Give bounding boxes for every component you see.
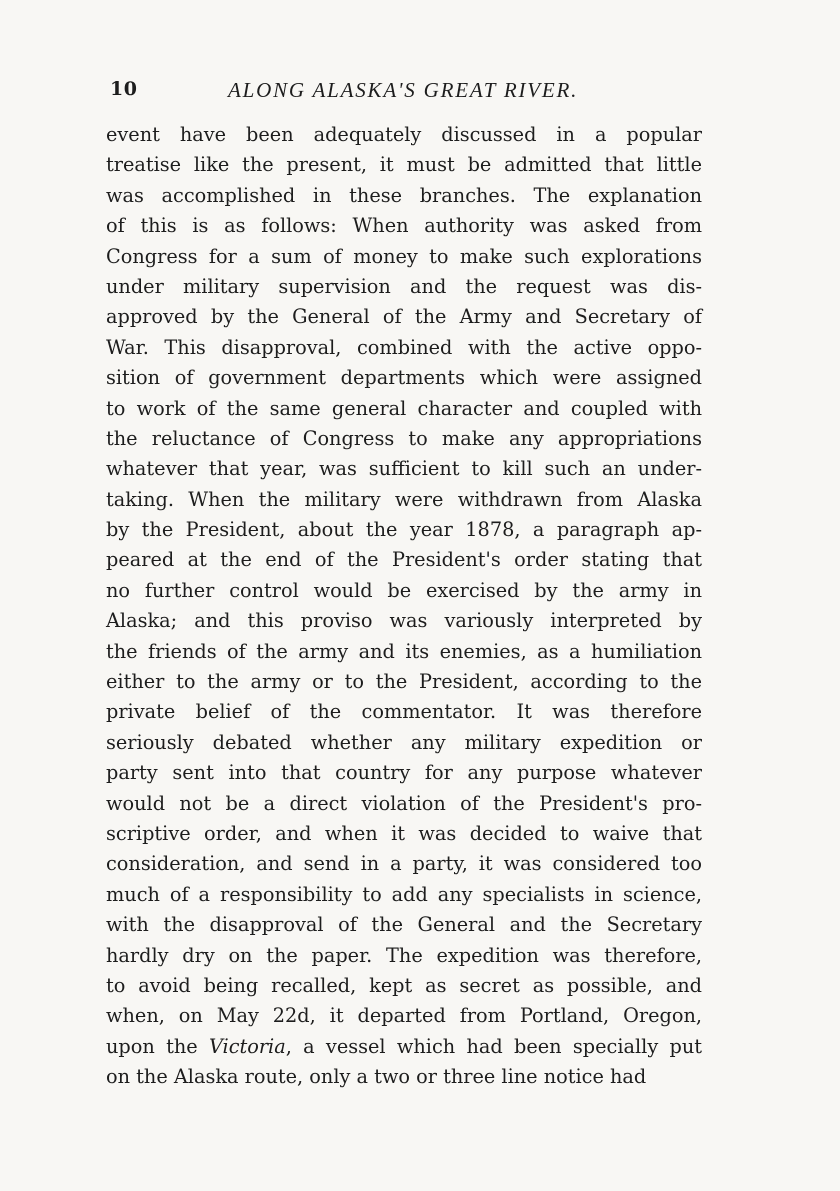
text-line: when, on May 22d, it departed from Portland, Oregon, xyxy=(106,1004,702,1028)
text-line: taking. When the military were withdrawn from Alaska xyxy=(106,487,702,511)
page-number: 10 xyxy=(110,78,138,100)
text-line: would not be a direct violation of the President's pro- xyxy=(106,791,702,815)
text-line: under military supervision and the request was dis- xyxy=(106,274,702,298)
text-line: by the President, about the year 1878, a paragraph ap- xyxy=(106,518,702,542)
text-line: seriously debated whether any military expedition or xyxy=(106,730,702,754)
line-31-after: , a vessel which had been specially put xyxy=(285,1034,702,1058)
text-line: on the Alaska route, only a two or three line notice had xyxy=(106,1065,647,1089)
text-line: Congress for a sum of money to make such explorations xyxy=(106,244,702,268)
text-line: event have been adequately discussed in a popular xyxy=(106,123,702,146)
text-line: Alaska; and this proviso was variously interpreted by xyxy=(106,609,702,633)
text-line: with the disapproval of the General and the Secretary xyxy=(106,913,702,937)
text-line: was accomplished in these branches. The explanation xyxy=(106,183,702,207)
text-line: to avoid being recalled, kept as secret as possible, and xyxy=(106,973,702,997)
text-line: War. This disapproval, combined with the active oppo- xyxy=(106,335,702,359)
text-line: party sent into that country for any purpose whatever xyxy=(106,761,702,785)
text-line: of this is as follows: When authority was asked from xyxy=(106,214,702,238)
text-line: treatise like the present, it must be admitted that little xyxy=(106,153,702,177)
page-header xyxy=(110,78,710,106)
text-line: approved by the General of the Army and Secretary of xyxy=(106,305,702,329)
text-line: whatever that year, was sufficient to kill such an under- xyxy=(106,457,702,481)
text-line: hardly dry on the paper. The expedition was therefore, xyxy=(106,943,702,967)
text-line: the reluctance of Congress to make any appropriations xyxy=(106,426,702,450)
text-line: peared at the end of the President's order stating that xyxy=(106,548,702,572)
ship-name-victoria: Victoria xyxy=(208,1034,286,1058)
running-title: ALONG ALASKA'S GREAT RIVER. xyxy=(228,78,579,102)
text-line: much of a responsibility to add any specialists in science, xyxy=(106,882,702,906)
text-line: either to the army or to the President, according to the xyxy=(106,670,702,694)
body-paragraph xyxy=(106,120,702,1093)
text-line: the friends of the army and its enemies, as a humiliation xyxy=(106,639,702,663)
text-line: no further control would be exercised by the army in xyxy=(106,578,702,602)
text-line: to work of the same general character and coupled with xyxy=(106,396,702,420)
text-line-with-ship-name xyxy=(106,1032,702,1062)
text-line: scriptive order, and when it was decided to waive that xyxy=(106,821,702,845)
line-31-before: upon the xyxy=(106,1034,209,1058)
text-line: consideration, and send in a party, it was considered too xyxy=(106,852,702,876)
text-line: private belief of the commentator. It was therefore xyxy=(106,700,702,724)
text-line: sition of government departments which were assigned xyxy=(106,366,702,390)
